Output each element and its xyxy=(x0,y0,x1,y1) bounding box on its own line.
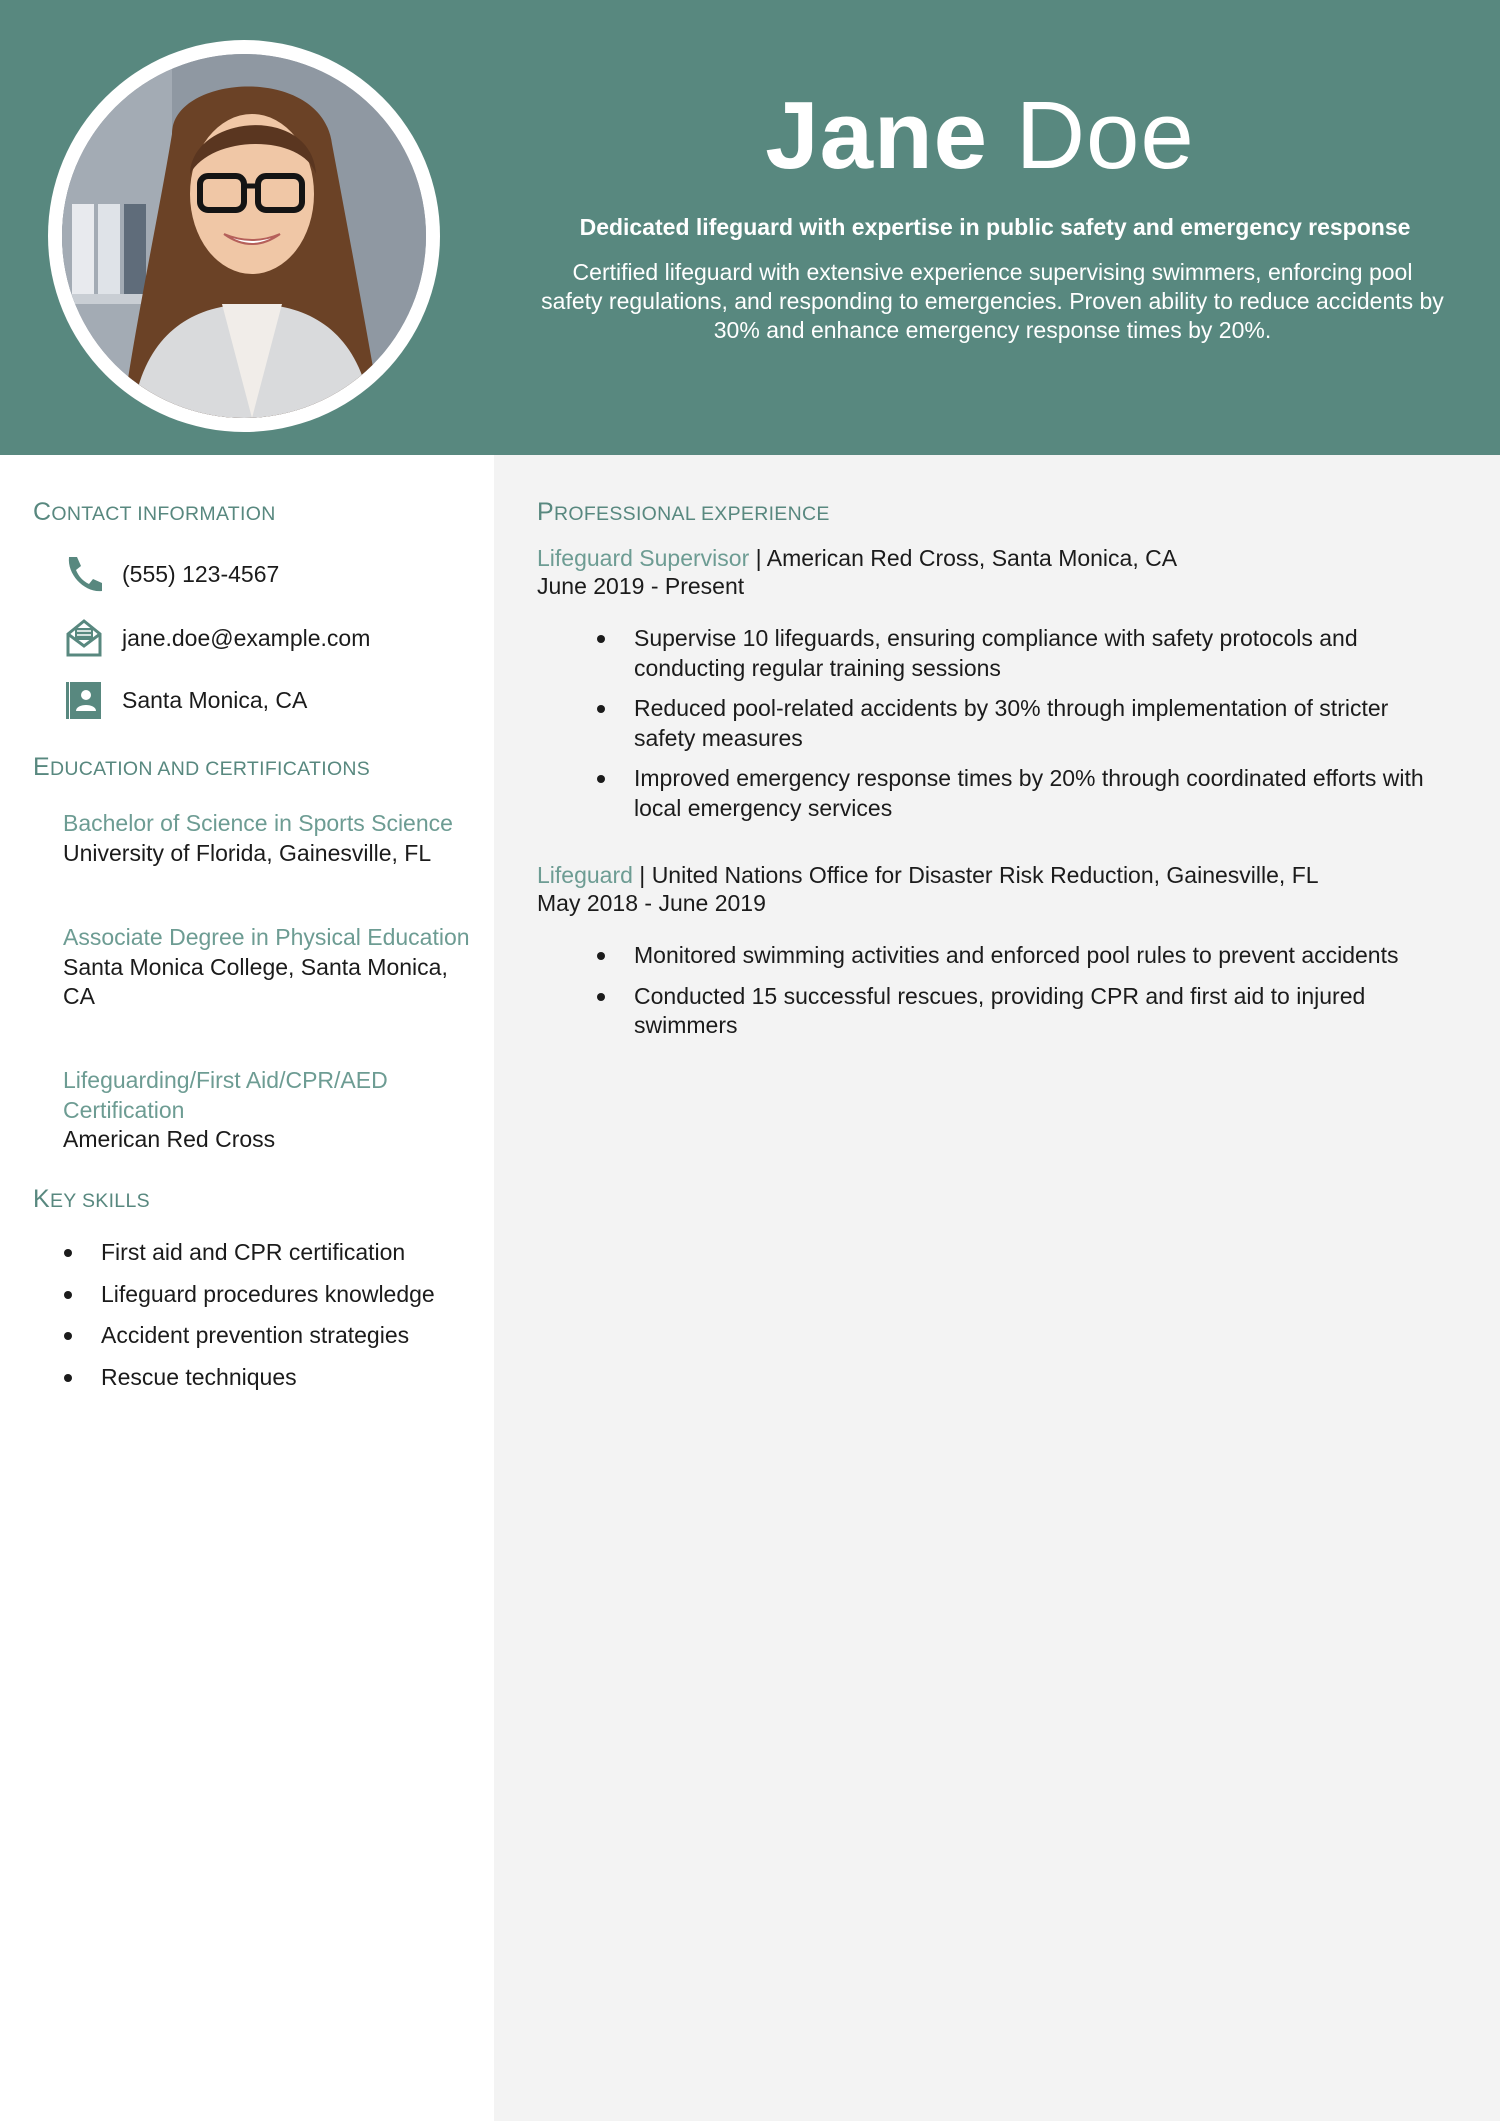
job-header xyxy=(537,544,1177,600)
envelope-icon xyxy=(62,616,106,660)
resume-header xyxy=(0,0,1500,455)
job-separator: | xyxy=(749,545,767,571)
summary: Certified lifeguard with extensive experience supervising swimmers, enforcing pool safety regulations, and responding to emergencies. Proven ability to reduce accidents by 30% and enhance emergency response times by 20%. xyxy=(541,259,1444,343)
job-title: Lifeguard xyxy=(537,862,633,888)
skills-list xyxy=(63,1238,435,1404)
education-item xyxy=(63,923,473,1012)
candidate-name xyxy=(560,82,1400,189)
education-item xyxy=(63,809,473,868)
job-organization: American Red Cross, Santa Monica, CA xyxy=(766,545,1178,571)
profile-photo xyxy=(62,54,426,418)
job-header xyxy=(537,861,1319,917)
list-item: Reduced pool-related accidents by 30% through implementation of stricter safety measures xyxy=(597,694,1447,753)
email-text: jane.doe@example.com xyxy=(122,624,371,651)
list-item: Conducted 15 successful rescues, providing CPR and first aid to injured swimmers xyxy=(597,982,1447,1041)
last-name: Doe xyxy=(1015,82,1195,189)
job-separator: | xyxy=(632,862,652,888)
list-item: Improved emergency response times by 20% through coordinated efforts with local emergency services xyxy=(597,764,1447,823)
contact-email xyxy=(62,615,370,661)
headline: Dedicated lifeguard with expertise in public safety and emergency response xyxy=(579,214,1411,240)
institution: Santa Monica College, Santa Monica, CA xyxy=(63,953,448,1009)
education-section-title: EDUCATION AND CERTIFICATIONS xyxy=(33,753,371,781)
list-item: First aid and CPR certification xyxy=(63,1238,435,1280)
list-item: Rescue techniques xyxy=(63,1363,435,1405)
experience-section-title: PROFESSIONAL EXPERIENCE xyxy=(537,498,830,526)
job-title: Lifeguard Supervisor xyxy=(537,545,750,571)
phone-text: (555) 123-4567 xyxy=(122,560,280,587)
degree-name: Bachelor of Science in Sports Science xyxy=(63,810,453,836)
institution: American Red Cross xyxy=(63,1126,276,1152)
list-item: Accident prevention strategies xyxy=(63,1321,435,1363)
contact-card-icon xyxy=(62,678,106,722)
list-item: Monitored swimming activities and enforced pool rules to prevent accidents xyxy=(597,941,1447,971)
education-item xyxy=(63,1066,473,1155)
location-text: Santa Monica, CA xyxy=(122,686,308,713)
job-dates: June 2019 - Present xyxy=(537,573,745,599)
job-bullets xyxy=(597,941,1447,1052)
degree-name: Lifeguarding/First Aid/CPR/AED Certification xyxy=(63,1067,388,1123)
skills-section-title: KEY SKILLS xyxy=(33,1185,150,1213)
job-organization: United Nations Office for Disaster Risk Reduction, Gainesville, FL xyxy=(651,862,1319,888)
contact-location xyxy=(62,677,307,723)
list-item: Lifeguard procedures knowledge xyxy=(63,1280,435,1322)
job-bullets xyxy=(597,624,1447,834)
contact-section-title: CONTACT INFORMATION xyxy=(33,498,276,526)
job-dates: May 2018 - June 2019 xyxy=(537,890,766,916)
first-name: Jane xyxy=(765,82,989,189)
phone-icon xyxy=(62,552,106,596)
degree-name: Associate Degree in Physical Education xyxy=(63,924,470,950)
institution: University of Florida, Gainesville, FL xyxy=(63,839,432,866)
list-item: Supervise 10 lifeguards, ensuring compliance with safety protocols and conducting regular training sessions xyxy=(597,624,1447,683)
contact-phone xyxy=(62,551,279,597)
